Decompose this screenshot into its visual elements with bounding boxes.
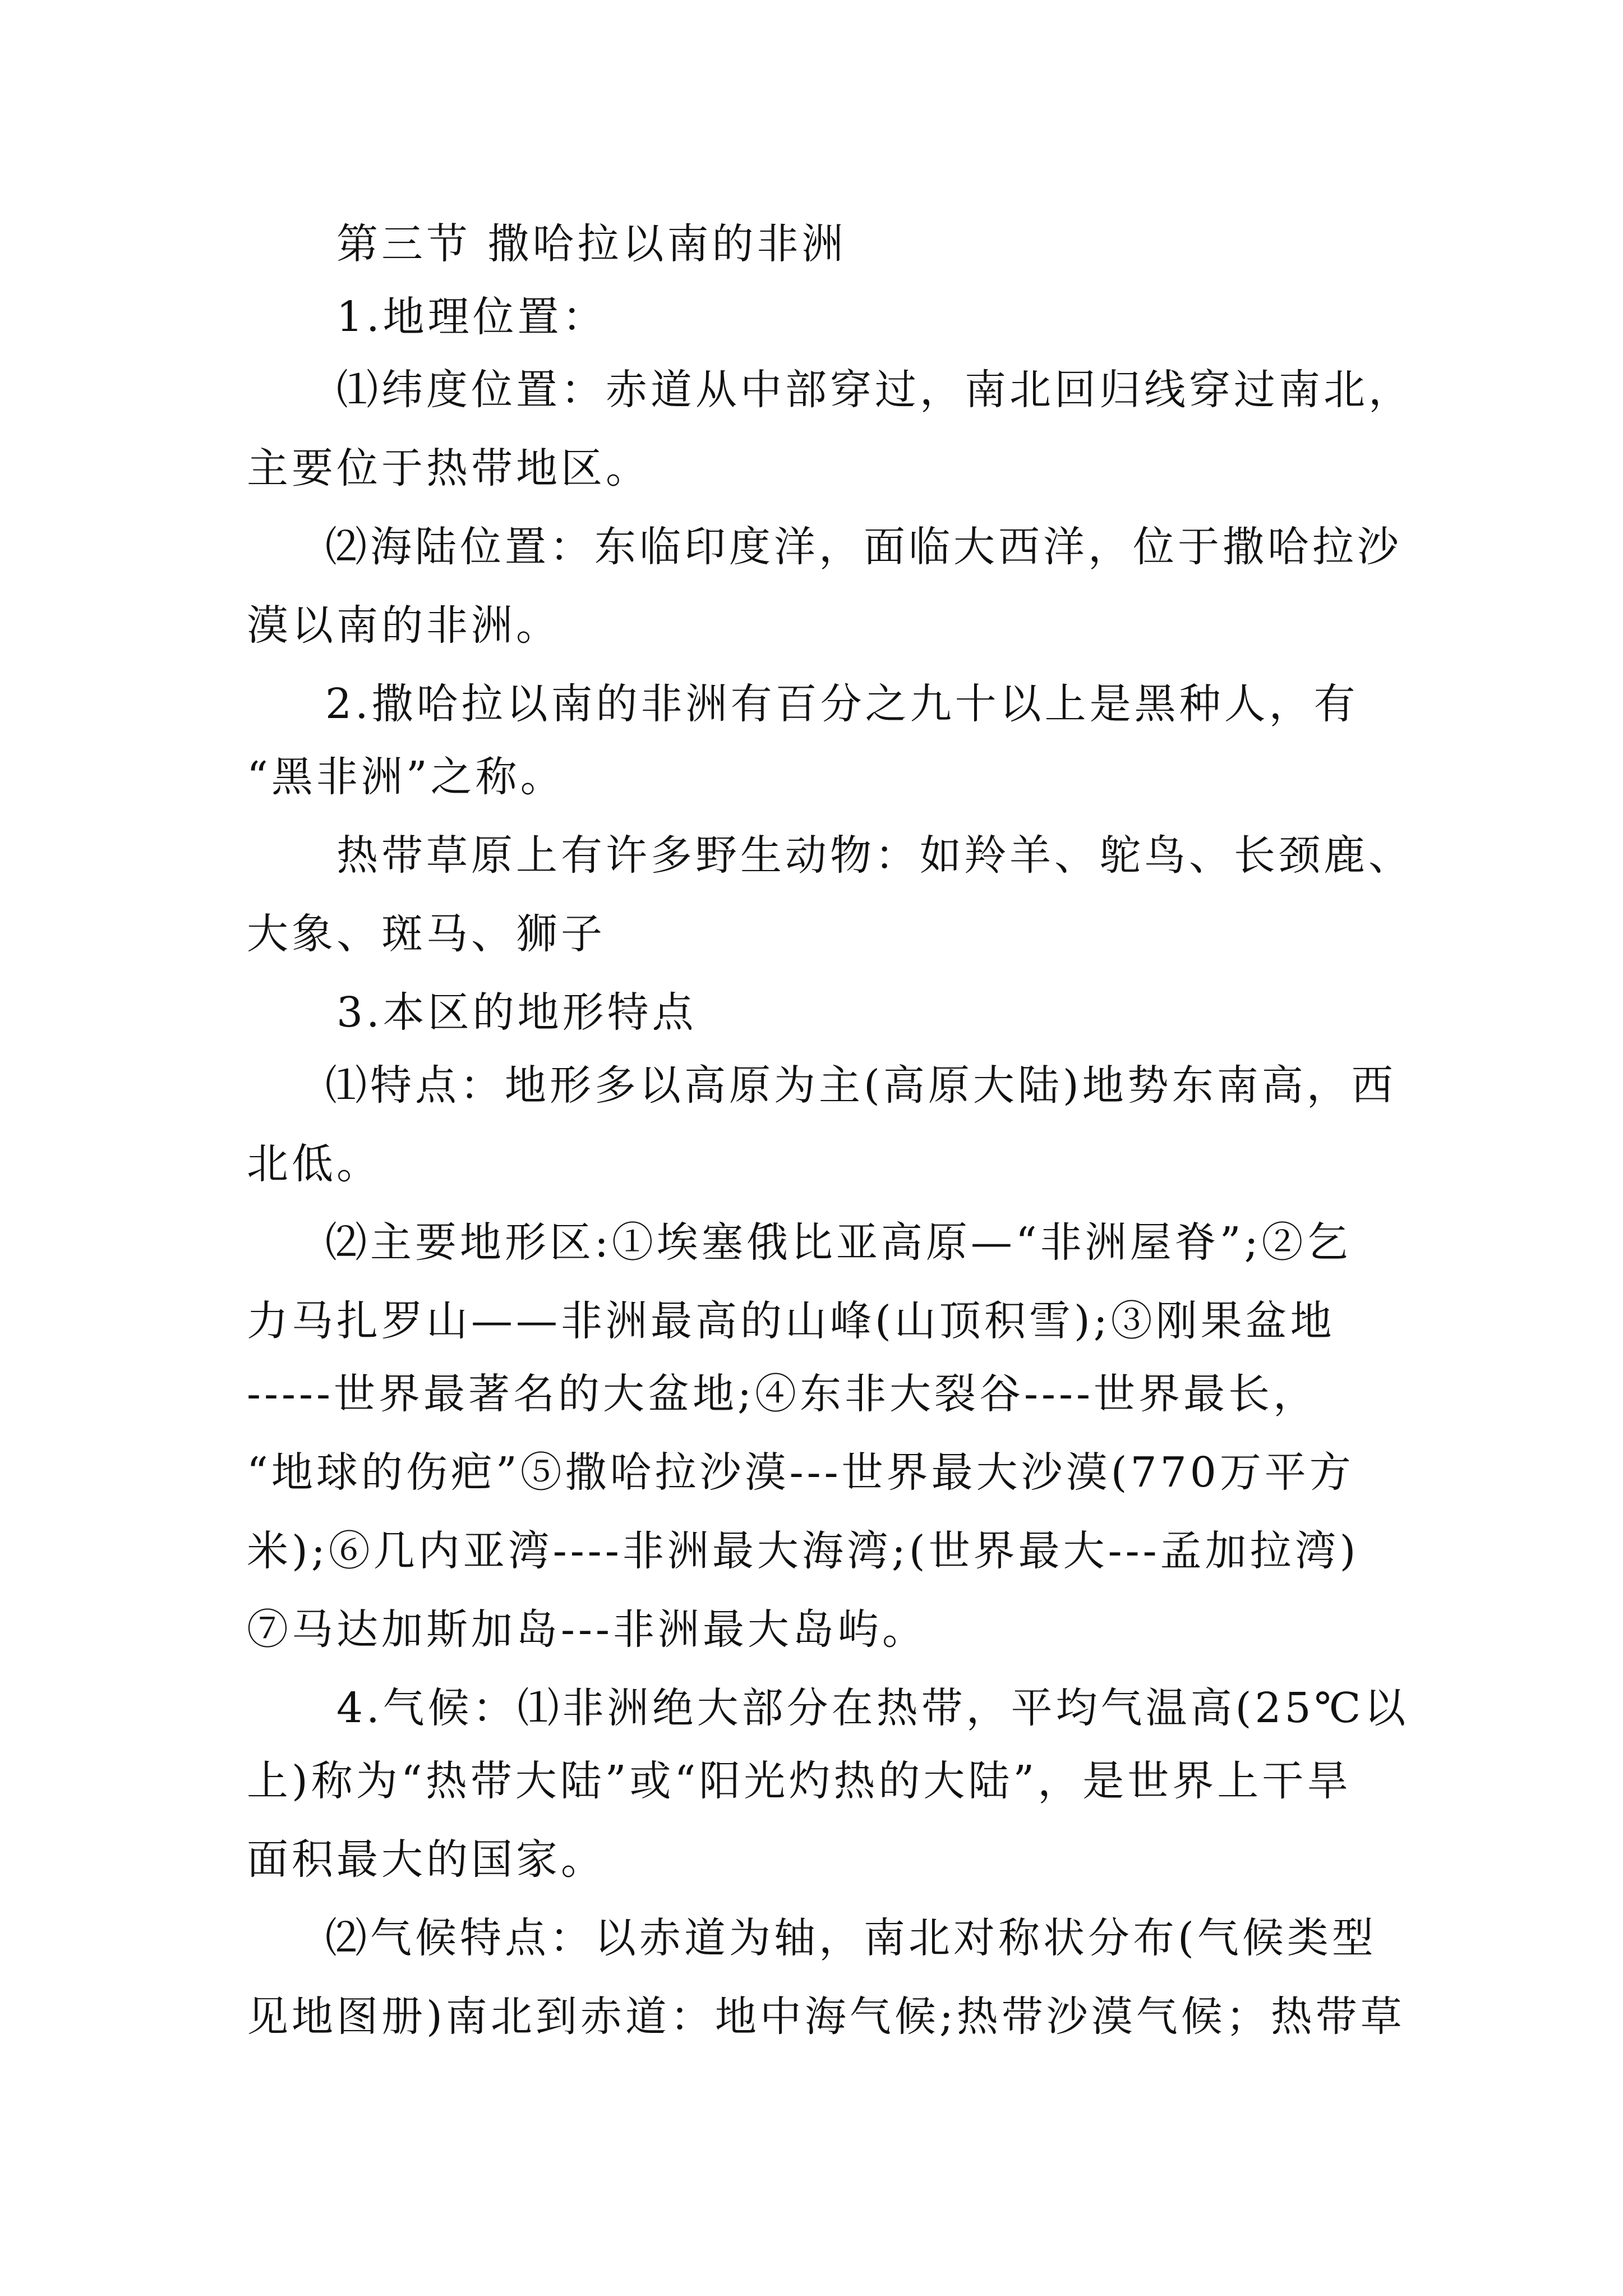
text-line: ⑴纬度位置：赤道从中部穿过，南北回归线穿过南北， xyxy=(336,366,1413,414)
heading-terrain: 3.本区的地形特点 xyxy=(336,988,697,1037)
text-line: 大象、斑马、狮子 xyxy=(247,910,606,958)
text-line: 2.撒哈拉以南的非洲有百分之九十以上是黑种人，有 xyxy=(325,680,1359,728)
text-line: 热带草原上有许多野生动物：如羚羊、鸵鸟、长颈鹿、 xyxy=(336,831,1413,880)
heading-climate: 4.气候：⑴非洲绝大部分在热带，平均气温高(25℃以 xyxy=(336,1684,1409,1732)
text-line: “黑非洲”之称。 xyxy=(247,753,565,801)
text-line: -----世界最著名的大盆地;④东非大裂谷----世界最长， xyxy=(247,1370,1318,1418)
text-line: 漠以南的非洲。 xyxy=(247,601,561,650)
text-line: 主要位于热带地区。 xyxy=(247,444,651,493)
text-line: 上)称为“热带大陆”或“阳光灼热的大陆”，是世界上干旱 xyxy=(247,1757,1352,1805)
heading-geographic-location: 1.地理位置： xyxy=(336,293,607,341)
text-line: 米);⑥几内亚湾----非洲最大海湾;(世界最大---孟加拉湾) xyxy=(247,1527,1359,1575)
text-line: 面积最大的国家。 xyxy=(247,1835,606,1884)
text-line: ⑵海陆位置：东临印度洋，面临大西洋，位于撒哈拉沙 xyxy=(325,523,1402,571)
text-line: “地球的伤疤”⑤撒哈拉沙漠---世界最大沙漠(770万平方 xyxy=(247,1448,1354,1497)
text-line: ⑴特点：地形多以高原为主(高原大陆)地势东南高，西 xyxy=(325,1061,1396,1110)
text-line: 北低。 xyxy=(247,1140,381,1188)
text-line: ⑵气候特点：以赤道为轴，南北对称状分布(气候类型 xyxy=(325,1914,1377,1962)
text-line: ⑦马达加斯加岛---非洲最大岛屿。 xyxy=(247,1605,928,1654)
section-title: 第三节 撒哈拉以南的非洲 xyxy=(336,220,847,268)
text-line: 见地图册)南北到赤道：地中海气候;热带沙漠气候；热带草 xyxy=(247,1993,1405,2041)
text-line: ⑵主要地形区:①埃塞俄比亚高原—“非洲屋脊”;②乞 xyxy=(325,1218,1352,1267)
text-line: 力马扎罗山——非洲最高的山峰(山顶积雪);③刚果盆地 xyxy=(247,1297,1335,1345)
